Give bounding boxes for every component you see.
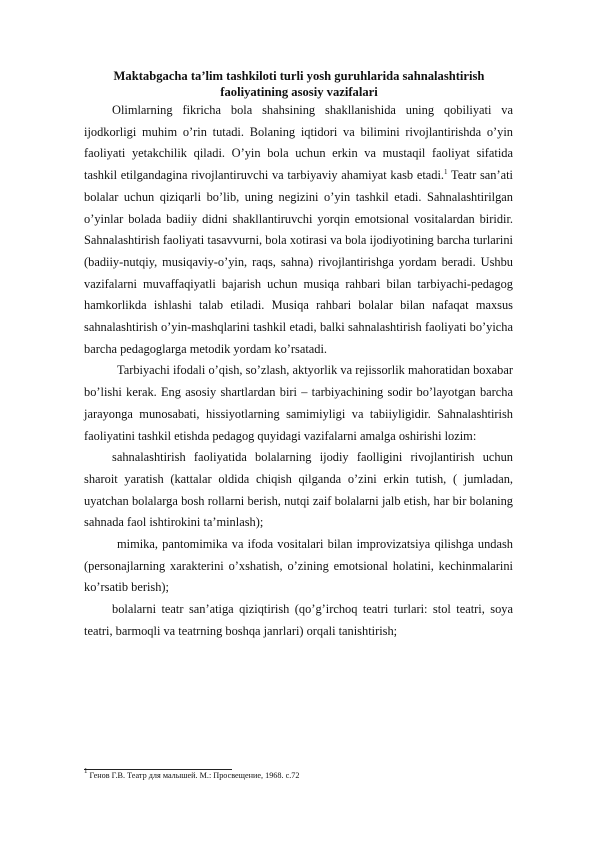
title-line-1: Maktabgacha ta’lim tashkiloti turli yosh guruhlarida sahnalashtirish — [113, 69, 485, 83]
paragraph-1 — [84, 100, 513, 360]
paragraph-1-text-b: Teatr san’ati bolalar uchun qiziqarli bo’lib, uning negizini o’yin tashkil etadi. Sahnalashtirilgan o’yinlar bolada badiiy didni shakllantiruvchi yorqin emotsional vositalardan biridir. Sahnalashtirish faoliyati tasavvurni, bola xotirasi va bola ijodiyotining barcha turlarini (badiiy-nutqiy, musiqaviy-o’yin, raqs, sahna) rivojlantirishga yordam beradi. Ushbu vazifalarni muvaffaqiyatli bajarish uchun musiqa rahbari bilan tarbiyachi-pedagog hamkorlikda ishlashi talab etiladi. Musiqa rahbari bolalar bilan nafaqat maxsus sahnalashtirish o’yin-mashqlarini tashkil etadi, balki sahnalashtirish faoliyati bo’yicha barcha pedagoglarga metodik yordam ko’rsatadi. — [84, 168, 513, 356]
paragraph-3: sahnalashtirish faoliyatida bolalarning ijodiy faolligini rivojlantirish uchun sharoit yaratish (kattalar oldida chiqish qilganda o’zini erkin tutish, ( jumladan, uyatchan bolalarga bosh rollarni berish, nutqi zaif bolalarni jalb etish, har bir bolaning sahnada faol ishtirokini ta’minlash); — [84, 450, 513, 530]
body-text — [84, 100, 513, 643]
page-title — [84, 68, 514, 100]
footnote-separator — [84, 769, 232, 770]
footnote-reference: 1 — [444, 168, 448, 177]
footnote-text: Генов Г.В. Театр для малышей. М.: Просвещение, 1968. с.72 — [87, 771, 300, 780]
paragraph-5: bolalarni teatr san’atiga qiziqtirish (qo’g’irchoq teatri turlari: stol teatri, soya teatri, barmoqli va teatrning boshqa janrlari) orqali tanishtirish; — [84, 602, 513, 638]
paragraph-1-text-a: Olimlarning fikricha bola shahsining shakllanishida uning qobiliyati va ijodkorligi muhim o’rin tutadi. Bolaning iqtidori va bilimini rivojlantirishda o’yin faoliyati yetakchilik qiladi. O’yin bola uchun erkin va mustaqil faoliyat sifatida tashkil etilgandagina rivojlantiruvchi va tarbiyaviy ahamiyat kasb etadi. — [84, 103, 513, 183]
paragraph-4: mimika, pantomimika va ifoda vositalari bilan improvizatsiya qilishga undash (personajlarning xarakterini o’xshatish, o’zining emotsional holatini, kechinmalarini ko’rsatib berish); — [84, 537, 513, 595]
footnote-marker: 1 — [84, 767, 88, 775]
paragraph-2: Tarbiyachi ifodali o’qish, so’zlash, aktyorlik va rejissorlik mahoratidan boxabar bo’lishi kerak. Eng asosiy shartlardan biri – tarbiyachining sodir bo’layotgan barcha jarayonga munosabati, hissiyotlarning samimiyligi va tabiiyligidir. Sahnalashtirish faoliyatini tashkil etishda pedagog quyidagi vazifalarni amalga oshirishi lozim: — [84, 363, 513, 443]
title-line-2: faoliyatining asosiy vazifalari — [220, 85, 378, 99]
footnote — [84, 767, 514, 781]
